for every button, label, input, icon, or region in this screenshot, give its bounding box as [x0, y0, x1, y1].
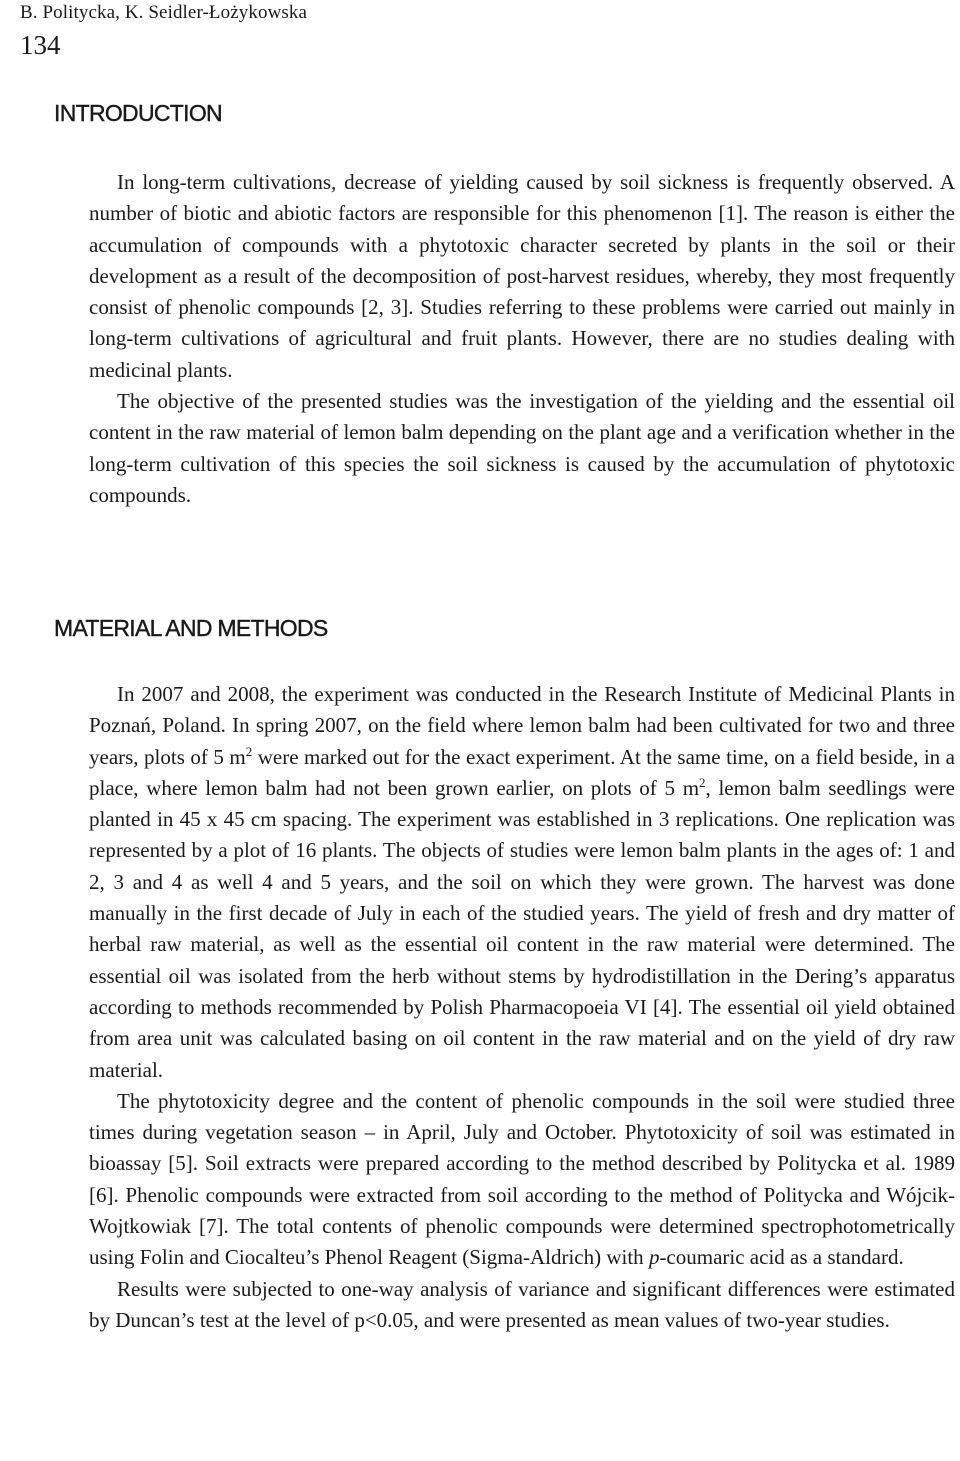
methods-paragraph-1: [89, 679, 955, 1086]
superscript-square: 2: [699, 774, 706, 790]
page-number: 134: [20, 30, 61, 60]
methods-body: [89, 679, 955, 1336]
methods-p1-text-c: , lemon balm seedlings were planted in 45 x 45 cm spacing. The experiment was established in 3 replications. One replication was represented by a plot of 16 plants. The objects of studies were lemon balm plants in the ages of: 1 and 2, 3 and 4 as well 4 and 5 years, and the soil on which they were grown. The harvest was done manually in the first decade of July in each of the studied years. The yield of fresh and dry matter of herbal raw material, as well as the essential oil content in the raw material were determined. The essential oil was isolated from the herb without stems by hydrodistillation in the Dering’s apparatus according to methods recommended by Polish Pharmacopoeia VI [4]. The essential oil yield obtained from area unit was calculated basing on oil content in the raw material and on the yield of dry raw material.: [89, 775, 955, 1082]
methods-p2-text-a: The phytotoxicity degree and the content of phenolic compounds in the soil were studied three times during vegetation season – in April, July and October. Phytotoxicity of soil was estimated in bioassay [5]. Soil extracts were prepared according to the method described by Politycka et al. 1989 [6]. Phenolic compounds were extracted from soil according to the method of Politycka and Wójcik-Wojtkowiak [7]. The total contents of phenolic compounds were determined spectrophotometrically using Folin and Ciocalteu’s Phenol Reagent (Sigma-Aldrich) with: [89, 1088, 955, 1270]
methods-paragraph-3: Results were subjected to one-way analysis of variance and significant differences were estimated by Duncan’s test at the level of p<0.05, and were presented as mean values of two-year studies.: [89, 1276, 955, 1332]
section-heading-introduction: INTRODUCTION: [54, 100, 222, 126]
section-heading-methods: MATERIAL AND METHODS: [54, 615, 328, 641]
methods-paragraph-2: [89, 1086, 955, 1274]
italic-p: p: [648, 1245, 660, 1270]
methods-p1-text-b: were marked out for the exact experiment. At the same time, on a field beside, in a place, where lemon balm had not been grown earlier, on plots of 5 m: [89, 744, 955, 800]
superscript-square: 2: [245, 743, 253, 759]
intro-paragraph-1: In long-term cultivations, decrease of yielding caused by soil sickness is frequently observed. A number of biotic and abiotic factors are responsible for this phenomenon [1]. The reason is either the accumulation of compounds with a phytotoxic character secreted by plants in the soil or their development as a result of the decomposition of post-harvest residues, whereby, they most frequently consist of phenolic compounds [2, 3]. Studies referring to these problems were carried out mainly in long-term cultivations of agricultural and fruit plants. However, there are no studies dealing with medicinal plants.: [89, 170, 955, 382]
introduction-body: [89, 167, 955, 511]
running-head-authors: B. Politycka, K. Seidler-Łożykowska: [20, 2, 308, 23]
methods-p1-text-a: In 2007 and 2008, the experiment was conducted in the Research Institute of Medicinal Plants in Poznań, Poland. In spring 2007, on the field where lemon balm had been cultivated for two and three years, plots of 5 m: [89, 682, 955, 769]
intro-paragraph-2: The objective of the presented studies was the investigation of the yielding and the essential oil content in the raw material of lemon balm depending on the plant age and a verification whether in the long-term cultivation of this species the soil sickness is caused by the accumulation of phytotoxic compounds.: [89, 389, 955, 507]
methods-p2-text-b: -coumaric acid as a standard.: [659, 1245, 904, 1270]
